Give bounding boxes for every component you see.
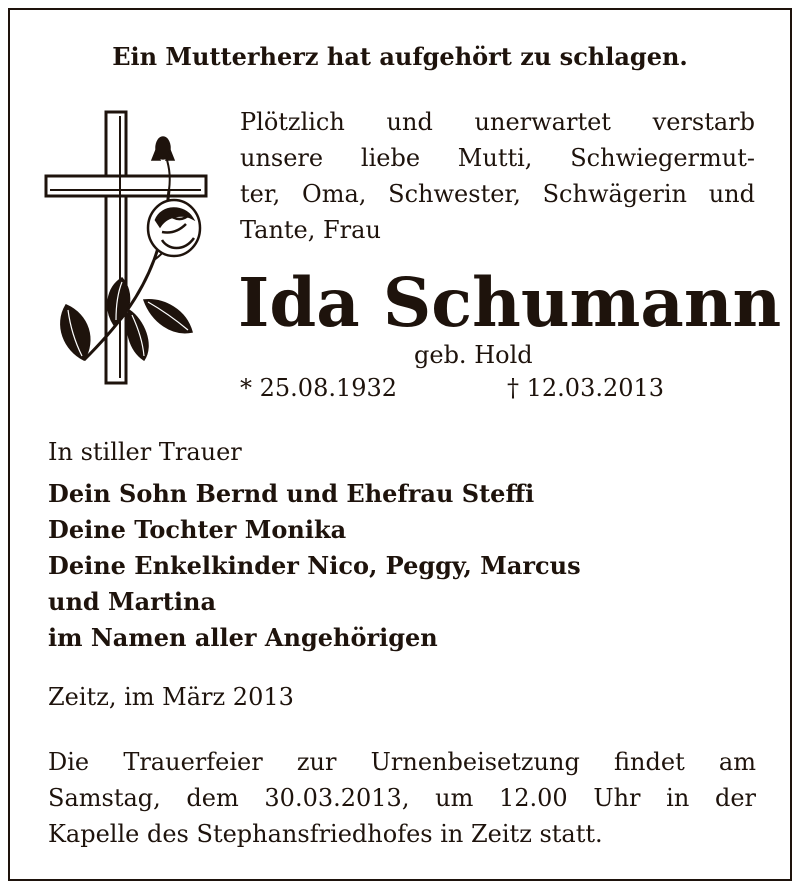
announcement-text [240, 104, 755, 248]
announcement-line: unsere liebe Mutti, Schwiegermut- [240, 144, 755, 172]
obituary-headline: Ein Mutterherz hat aufgehört zu schlagen. [112, 42, 688, 71]
funeral-line: Kapelle des Stephansfriedhofes in Zeitz statt. [48, 820, 603, 848]
funeral-line: Die Trauerfeier zur Urnenbeisetzung findet am [48, 748, 756, 776]
mourner-line: im Namen aller Angehörigen [48, 623, 438, 652]
deceased-name: Ida Schumann [238, 263, 782, 342]
mourner-line: Deine Tochter Monika [48, 515, 347, 544]
mourner-line: und Martina [48, 587, 216, 616]
funeral-line: Samstag, dem 30.03.2013, um 12.00 Uhr in der [48, 784, 756, 812]
birth-date: * 25.08.1932 [240, 374, 398, 402]
funeral-notice [48, 744, 756, 852]
cross-with-rose-icon [44, 110, 208, 385]
announcement-line: Tante, Frau [240, 216, 381, 244]
announcement-line: Plötzlich und unerwartet verstarb [240, 108, 755, 136]
announcement-line: ter, Oma, Schwester, Schwägerin und [240, 180, 755, 208]
mourners-list [48, 476, 768, 656]
birth-name: geb. Hold [414, 341, 533, 369]
death-date: † 12.03.2013 [507, 374, 665, 402]
mourner-line: Dein Sohn Bernd und Ehefrau Steffi [48, 479, 535, 508]
mourning-phrase: In stiller Trauer [48, 438, 242, 466]
place-and-date: Zeitz, im März 2013 [48, 683, 294, 711]
mourner-line: Deine Enkelkinder Nico, Peggy, Marcus [48, 551, 581, 580]
